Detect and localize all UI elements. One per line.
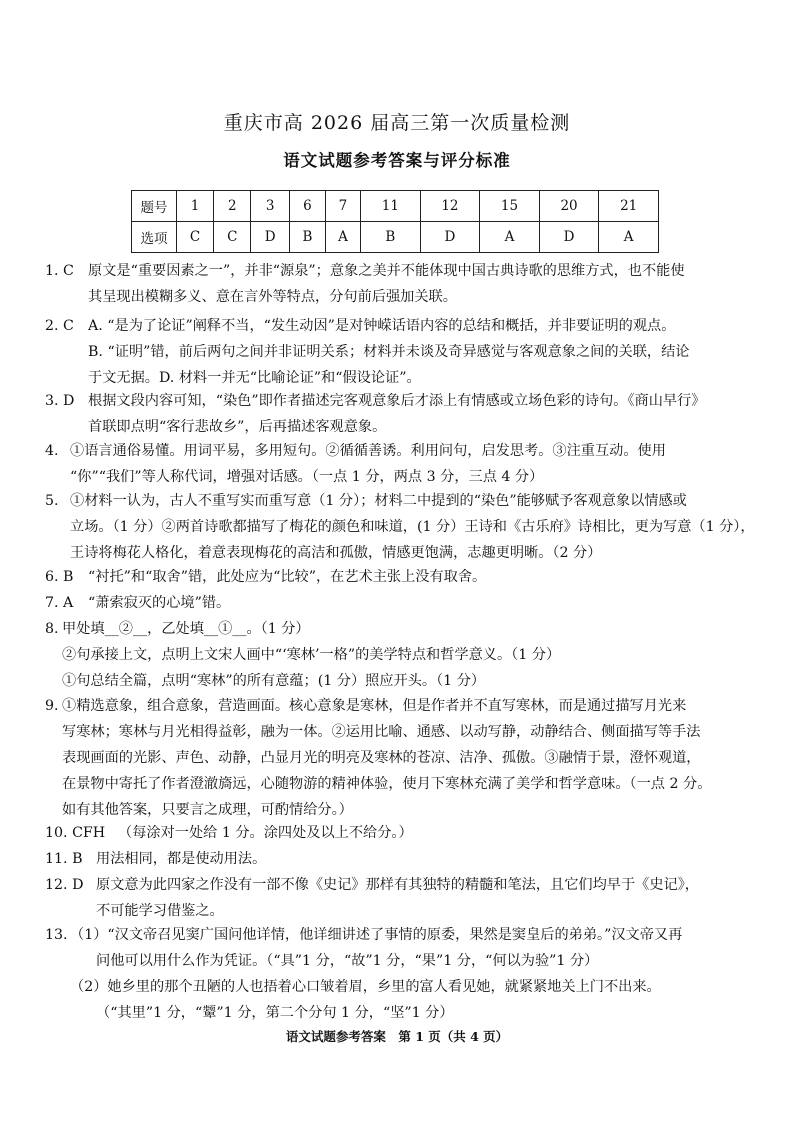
answer-table xyxy=(131,190,659,253)
question-number-cell: 20 xyxy=(539,191,599,222)
item-line: 其呈现出模糊多义、意在言外等特点，分句前后强加关联。 xyxy=(88,289,457,305)
answer-table-row-options xyxy=(132,222,659,253)
item-text xyxy=(88,590,778,616)
item-number: 4. xyxy=(45,443,59,459)
item-number: 2. C xyxy=(45,318,74,334)
question-number-cell: 7 xyxy=(325,191,360,222)
option-cell: D xyxy=(420,222,480,253)
item-line: 如有其他答案，只要言之成理，可酌情给分。） xyxy=(62,802,353,818)
table-header-cell: 题号 xyxy=(132,191,177,222)
item-line: 王诗将梅花人格化，着意表现梅花的高洁和孤傲，情感更饱满，志趣更明晰。（2 分） xyxy=(70,545,602,561)
option-cell: B xyxy=(361,222,421,253)
option-cell: A xyxy=(325,222,360,253)
item-line: ①材料一认为，古人不重写实而重写意（1 分）；材料二中提到的“染色”能够赋予客观意象以情感或 xyxy=(70,493,687,509)
item-line: ①语言通俗易懂。用词平易，多用短句。②循循善诱。利用问句，启发思考。③注重互动。使用 xyxy=(70,443,666,459)
item-text xyxy=(70,438,760,490)
question-number-cell: 11 xyxy=(361,191,421,222)
item-text xyxy=(88,388,778,440)
item-line: ①精选意象，组合意象，营造画面。核心意象是寒林，但是作者并不直写寒林，而是通过描写月光来 xyxy=(62,698,687,714)
option-cell: C xyxy=(214,222,251,253)
question-number-cell: 2 xyxy=(214,191,251,222)
item-line: （每涂对一处给 1 分。涂四处及以上不给分。） xyxy=(118,825,413,841)
question-number-cell: 1 xyxy=(177,191,214,222)
option-cell: A xyxy=(599,222,659,253)
item-text xyxy=(88,313,778,391)
item-number: 11. B xyxy=(45,851,83,867)
item-number: 5. xyxy=(45,493,59,509)
item-text xyxy=(70,922,760,1026)
item-text xyxy=(88,258,778,310)
item-line: 原文是“重要因素之一”，并非“源泉”；意象之美并不能体现中国古典诗歌的思维方式，也不能使 xyxy=(88,263,685,279)
item-text xyxy=(62,693,752,823)
page-footer: 语文试题参考答案 第 1 页（共 4 页） xyxy=(285,1029,509,1044)
item-number: 3. D xyxy=(45,393,75,409)
item-line: （1）“汉文帝召见窦广国问他详情，他详细讲述了事情的原委，果然是窦皇后的弟弟。”汉文帝又再 xyxy=(70,927,683,943)
item-line: 不可能学习借鉴之。 xyxy=(96,903,224,919)
item-line: “衬托”和“取舍”错，此处应为“比较”，在艺术主张上没有取舍。 xyxy=(88,569,487,585)
table-header-cell: 选项 xyxy=(132,222,177,253)
item-line: A. “是为了论证”阐释不当，“发生动因”是对钟嵘话语内容的总结和概括，并非要证明的观点。 xyxy=(88,318,676,334)
item-line: 根据文段内容可知，“染色”即作者描述完客观意象后才添上有情感或立场色彩的诗句。《商山早行》 xyxy=(88,393,706,409)
answer-table-row-numbers xyxy=(132,191,659,222)
item-line: 立场。（1 分）②两首诗歌都描写了梅花的颜色和味道，(1 分）王诗和《古乐府》诗相比，更为写意（1 分）， xyxy=(70,519,755,535)
item-text xyxy=(70,488,760,566)
item-number: 8. xyxy=(45,621,59,637)
item-line: 于文无据。D. 材料一并无“比喻论证”和“假设论证”。 xyxy=(88,370,421,386)
item-line: 问他可以用什么作为凭证。（“具”1 分，“故”1 分，“果”1 分，“何以为验”1 分） xyxy=(96,953,599,969)
option-cell: C xyxy=(177,222,214,253)
question-number-cell: 6 xyxy=(290,191,326,222)
document-title: 重庆市高 2026 届高三第一次质量检测 xyxy=(223,112,571,134)
item-number: 12. D xyxy=(45,877,84,893)
item-line: （“其里”1 分，“颦”1 分，第二个分句 1 分，“坚”1 分） xyxy=(96,1005,454,1021)
item-line: 原文意为此四家之作没有一部不像《史记》那样有其独特的精髓和笔法，且它们均早于《史记》， xyxy=(96,877,699,893)
item-line: ①句总结全篇，点明“寒林”的所有意蕴；(1 分）照应开头。（1 分） xyxy=(62,673,486,689)
document-subtitle: 语文试题参考答案与评分标准 xyxy=(283,151,511,170)
question-number-cell: 21 xyxy=(599,191,659,222)
item-text xyxy=(118,820,794,846)
item-number: 6. B xyxy=(45,569,74,585)
item-number: 1. C xyxy=(45,263,74,279)
item-number: 13. xyxy=(45,927,68,943)
item-line: 用法相同，都是使动用法。 xyxy=(96,851,267,867)
option-cell: D xyxy=(539,222,599,253)
question-number-cell: 3 xyxy=(251,191,290,222)
item-text xyxy=(62,616,752,694)
item-line: （2）她乡里的那个丑陋的人也捂着心口皱着眉，乡里的富人看见她，就紧紧地关上门不出来。 xyxy=(70,979,661,995)
item-number: 9. xyxy=(45,698,59,714)
item-text xyxy=(96,872,786,924)
item-text xyxy=(96,846,786,872)
item-line: 首联即点明“客行悲故乡”，后再描述客观意象。 xyxy=(88,419,387,435)
item-line: 甲处填__②__，乙处填__①__。（1 分） xyxy=(62,621,310,637)
item-number: 10. CFH xyxy=(45,825,106,841)
option-cell: D xyxy=(251,222,290,253)
item-line: 写寒林；寒林与月光相得益彰，融为一体。②运用比喻、通感、以动写静，动静结合、侧面描写等手法 xyxy=(62,724,701,740)
item-line: ②句承接上文，点明上文宋人画中“‘寒林’一格”的美学特点和哲学意义。（1 分） xyxy=(62,647,561,663)
item-line: B. “证明”错，前后两句之间并非证明关系；材料并未谈及奇异感觉与客观意象之间的关联，结论 xyxy=(88,344,690,360)
item-line: 表现画面的光影、声色、动静，凸显月光的明亮及寒林的苍凉、洁净、孤傲。③融情于景，澄怀观道， xyxy=(62,750,701,766)
item-line: “你”“我们”等人称代词，增强对话感。（一点 1 分，两点 3 分，三点 4 分） xyxy=(70,469,544,485)
option-cell: B xyxy=(290,222,326,253)
item-text xyxy=(88,564,778,590)
option-cell: A xyxy=(480,222,540,253)
question-number-cell: 15 xyxy=(480,191,540,222)
item-number: 7. A xyxy=(45,595,74,611)
question-number-cell: 12 xyxy=(420,191,480,222)
item-line: “萧索寂灭的心境”错。 xyxy=(88,595,231,611)
item-line: 在景物中寄托了作者澄澈旖远，心随物游的精神体验，使月下寒林充满了美学和哲学意味。（一点 2 分。 xyxy=(62,776,712,792)
